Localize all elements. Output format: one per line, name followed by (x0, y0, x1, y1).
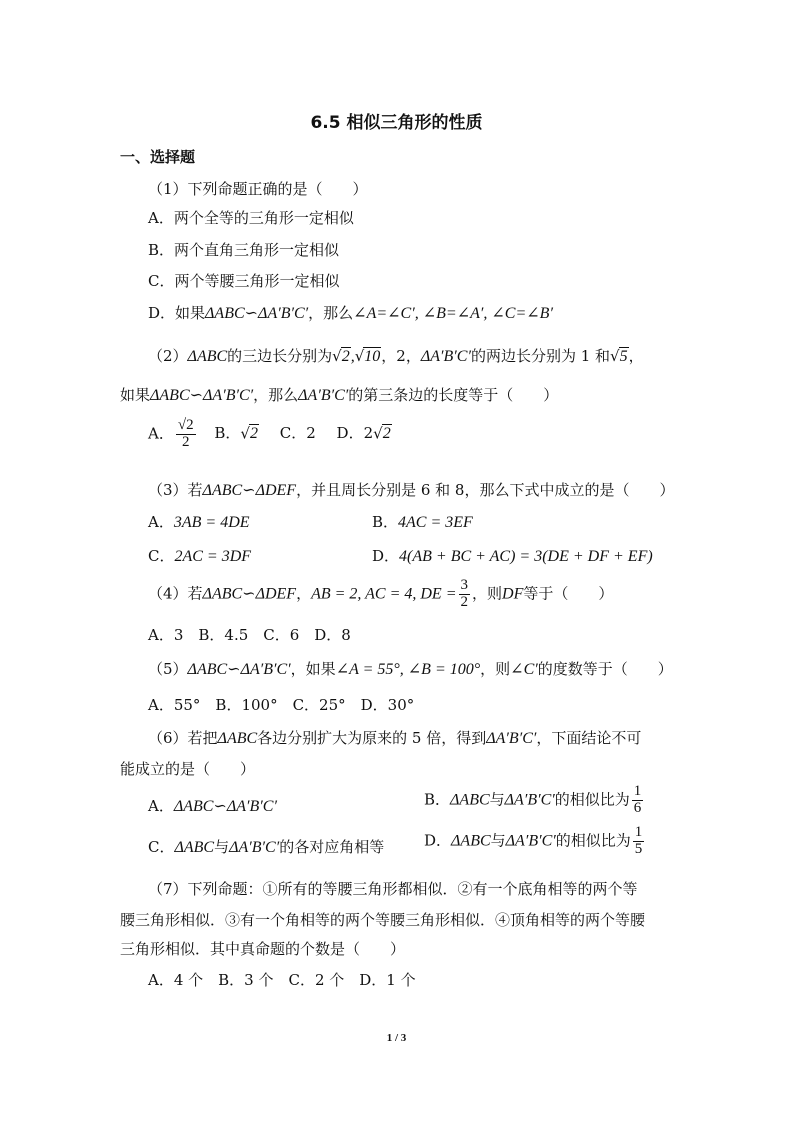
q5-options: A．55° B．100° C．25° D．30° (148, 696, 415, 714)
q5-stem: （5）ΔABC∽ΔA′B′C′，如果∠A = 55°, ∠B = 100°，则∠C′的度数等于（ ） (148, 660, 673, 678)
q2-line2: 如果ΔABC∽ΔA′B′C′，那么ΔA′B′C′的第三条边的长度等于（ ） (120, 386, 559, 404)
q7-line1: （7）下列命题：①所有的等腰三角形都相似．②有一个底角相等的两个等 (148, 880, 638, 898)
q1-option-c: C．两个等腰三角形一定相似 (148, 272, 340, 290)
q2-options: A． $\frac{√2}{2}$ B．√2 C．2 D．2√2 (148, 417, 391, 450)
q6-option-b: B．ΔABC与ΔA′B′C′的相似比为 $\frac{1}{6}$ (424, 783, 642, 816)
q7-line2: 腰三角形相似．③有一个角相等的两个等腰三角形相似．④顶角相等的两个等腰 (120, 911, 646, 929)
q3-option-b: B．4AC = 3EF (372, 513, 473, 531)
q3-option-c: C．2AC = 3DF (148, 547, 252, 565)
q7-options: A．4 个 B．3 个 C．2 个 D．1 个 (148, 971, 416, 989)
q6-line2: 能成立的是（ ） (120, 760, 256, 778)
q1-option-d: D．如果ΔABC∽ΔA′B′C′，那么∠A=∠C′, ∠B=∠A′, ∠C=∠B′ (148, 304, 553, 322)
q1-option-b: B．两个直角三角形一定相似 (148, 241, 340, 259)
q4-stem: （4）若ΔABC∽ΔDEF，AB = 2, AC = 4, DE = $\frac{3}{2}$ ，则DF等于（ ） (148, 577, 614, 610)
q3-option-a: A．3AB = 4DE (148, 513, 250, 531)
q6-line1: （6）若把ΔABC各边分别扩大为原来的 5 倍，得到ΔA′B′C′，下面结论不可 (148, 729, 642, 747)
page-title: 6.5 相似三角形的性质 (310, 113, 483, 133)
q4-options: A．3 B．4.5 C．6 D．8 (148, 626, 351, 644)
q1-option-a: A．两个全等的三角形一定相似 (148, 209, 354, 227)
q6-option-a: A．ΔABC∽ΔA′B′C′ (148, 797, 277, 815)
q2-line1: （2）ΔABC的三边长分别为√2,√10，2，ΔA′B′C′的两边长分别为 1 和√5， (148, 347, 644, 365)
q7-line3: 三角形相似．其中真命题的个数是（ ） (120, 940, 406, 958)
q6-option-c: C．ΔABC与ΔA′B′C′的各对应角相等 (148, 838, 385, 856)
q3-stem: （3）若ΔABC∽ΔDEF，并且周长分别是 6 和 8，那么下式中成立的是（ ） (148, 481, 675, 499)
q6-option-d: D．ΔABC与ΔA′B′C′的相似比为 $\frac{1}{5}$ (424, 824, 643, 857)
q3-option-d: D．4(AB + BC + AC) = 3(DE + DF + EF) (372, 547, 653, 565)
page-number: 1 / 3 (386, 1032, 407, 1044)
q1-stem: （1）下列命题正确的是（ ） (148, 180, 368, 198)
section-heading: 一、选择题 (120, 148, 196, 166)
